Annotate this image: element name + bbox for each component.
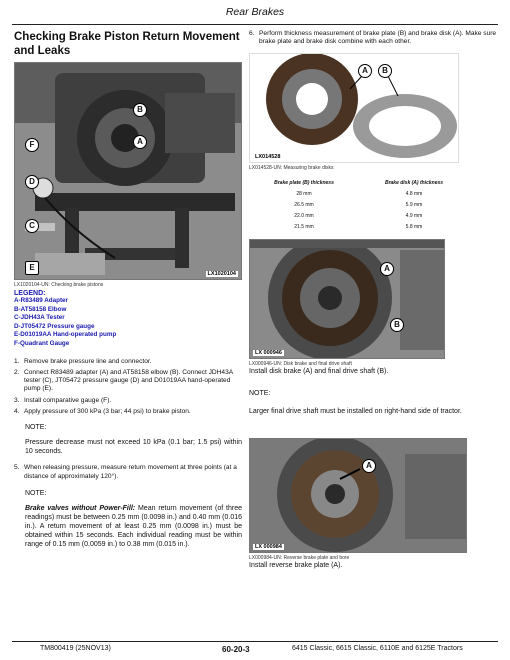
legend-heading: LEGEND: <box>14 290 46 297</box>
note-body: Pressure decrease must not exceed 10 kPa (0.1 bar; 1.5 psi) within 10 seconds. <box>25 439 242 456</box>
brake-disks-photo <box>250 54 459 163</box>
legend-item: D-JT05472 Pressure gauge <box>14 322 95 330</box>
figure-caption: LX014528-UN: Measuring brake disks <box>249 164 334 171</box>
callout-a: A <box>133 135 147 149</box>
step-6: 6. Perform thickness measurement of brake plate (B) and brake disk (A). Make sure brake plate and brake disk combine with each other. <box>249 30 497 46</box>
install-disk-brake-text: Install disk brake (A) and final drive shaft (B). <box>249 367 389 375</box>
callout-b: B <box>390 318 404 332</box>
legend-item: B-AT58158 Elbow <box>14 305 67 313</box>
note-label: NOTE: <box>25 489 47 497</box>
callout-a: A <box>380 262 394 276</box>
callout-a: A <box>358 64 372 78</box>
left-column <box>14 30 242 549</box>
table-header-row: Brake plate (B) thickness Brake disk (A) thickness <box>274 180 444 187</box>
figure-tag: LX014528 <box>255 153 281 160</box>
page-header: Rear Brakes <box>225 6 285 18</box>
step-3: 3. Install comparative gauge (F). <box>14 396 112 404</box>
callout-b: B <box>133 103 147 117</box>
step-2: 2. Connect R83489 adapter (A) and AT58158 elbow (B). Connect JDH43A tester (C), JT05472 pressure gauge (D) and D01019AA hand-operated pump (E). <box>14 368 233 393</box>
callout-e: E <box>25 261 39 275</box>
install-reverse-plate-text: Install reverse brake plate (A). <box>249 561 343 569</box>
footer-rule <box>12 641 498 642</box>
callout-d: D <box>25 175 39 189</box>
legend-item: F-Quadrant Gauge <box>14 339 70 347</box>
footer-models: 6415 Classic, 6615 Classic, 6110E and 6125E Tractors <box>292 645 463 652</box>
figure-caption: LX1020104-UN: Checking brake pistons <box>14 282 104 288</box>
brake-test-photo <box>15 63 242 280</box>
legend-item: A-R83489 Adapter <box>14 297 69 304</box>
note-label: NOTE: <box>25 424 47 432</box>
figure-tag: LX 000984 <box>255 543 282 550</box>
reverse-brake-photo <box>250 439 467 553</box>
table-row: 26.5 mm 5.9 mm <box>294 202 423 209</box>
note-label: NOTE: <box>249 389 271 397</box>
figure-reverse-brake-plate <box>249 438 467 553</box>
right-column <box>249 30 497 570</box>
figure-tag: LX1020104 <box>207 271 236 277</box>
step-1: 1. Remove brake pressure line and connector. <box>14 357 152 365</box>
footer-page-number: 60-20-3 <box>222 645 250 654</box>
callout-f: F <box>25 138 39 152</box>
step-4: 4. Apply pressure of 300 kPa (3 bar; 44 psi) to brake piston. <box>14 408 191 416</box>
step-5: 5. When releasing pressure, measure return movement at three points (at a distance of approximately 120°). <box>14 464 237 480</box>
note-body: Larger final drive shaft must be installed on right-hand side of tractor. <box>249 407 462 415</box>
callout-b: B <box>378 64 392 78</box>
header-rule <box>12 24 498 25</box>
callout-c: C <box>25 219 39 233</box>
figure-disk-brake <box>249 239 445 359</box>
figure-checking-brake-pistons <box>14 62 242 280</box>
section-title: Checking Brake Piston Return Movement and Leaks <box>14 31 240 57</box>
legend-item: C-JDH43A Tester <box>14 314 65 322</box>
callout-a: A <box>362 459 376 473</box>
disk-brake-photo <box>250 240 445 359</box>
figure-caption: LX000946-UN: Disk brake and final drive shaft <box>249 360 352 367</box>
figure-measuring-brake-disks <box>249 53 459 163</box>
thickness-table <box>249 178 497 233</box>
table-row: 28 mm 4.8 mm <box>296 191 423 198</box>
footer-doc-id: TM800419 (25NOV13) <box>40 645 111 652</box>
figure-caption: LX000984-UN: Reverse brake plate and bore <box>249 554 350 561</box>
note-body-power-fill: Brake valves without Power-Fill: Mean return movement (of three readings) must be between 0.25 mm (0.0098 in.) and 0.40 mm (0.016 in.). A return movement of at least 0.25 mm (0.0098 in.) must be obtained within 15 seconds. Each individual reading must be within range of 0.15 mm (0.0059 in.) to 0.38 mm (0.015 in.). <box>25 504 242 548</box>
figure-tag: LX 000946 <box>255 349 282 356</box>
table-row: 21.5 mm 5.8 mm <box>294 224 423 231</box>
table-row: 22.0 mm 4.9 mm <box>294 213 423 220</box>
legend-item: E-D01019AA Hand-operated pump <box>14 331 117 339</box>
